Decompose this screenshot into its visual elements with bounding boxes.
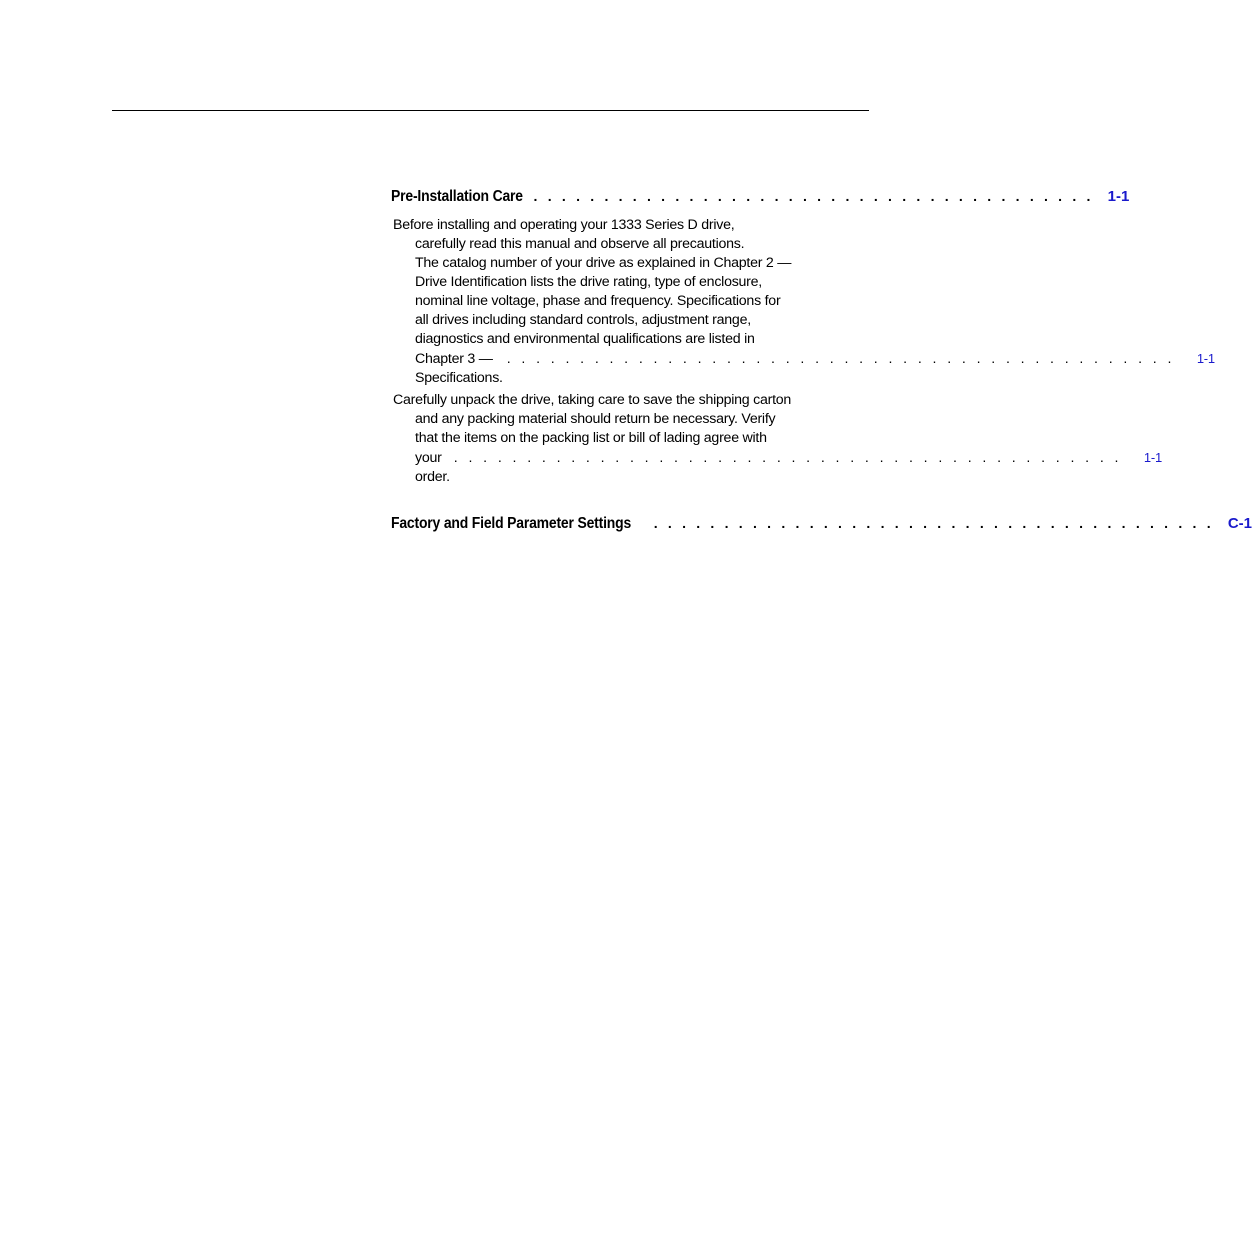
entry-line: all drives including standard controls, adjustment range, (415, 312, 751, 328)
table-of-contents (391, 188, 1252, 533)
toc-entry[interactable] (391, 216, 1215, 388)
entry-line: Drive Identification lists the drive rating, type of enclosure, (415, 274, 762, 290)
toc-section-pre-installation[interactable] (391, 188, 1130, 206)
dot-leader: . . . . . . . . . . . . . . . . . . . . . . . . . . . . . . . . . . . . . . . . . . . . . . (506, 351, 1175, 367)
entry-line: that the items on the packing list or bill of lading agree with (415, 430, 767, 446)
dot-leader: . . . . . . . . . . . . . . . . . . . . . . . . . . . . . . . . . . . . . . . . (653, 515, 1214, 531)
header-rule (112, 110, 869, 111)
toc-entry[interactable] (391, 391, 1162, 487)
section-page-link[interactable]: 1-1 (1107, 188, 1130, 205)
entry-line: your order. (415, 450, 450, 485)
entry-page-link[interactable]: 1-1 (1196, 351, 1215, 366)
section-title: Pre-Installation Care (391, 188, 523, 205)
entry-line: nominal line voltage, phase and frequency. Specifications for (415, 293, 781, 309)
dot-leader: . . . . . . . . . . . . . . . . . . . . . . . . . . . . . . . . . . . . . . . . (533, 188, 1094, 204)
dot-leader: . . . . . . . . . . . . . . . . . . . . . . . . . . . . . . . . . . . . . . . . . . . . . . (453, 450, 1122, 466)
toc-section-factory-settings[interactable] (391, 515, 1252, 533)
entry-line: Before installing and operating your 1333 Series D drive, (393, 217, 735, 233)
section-page-link[interactable]: C-1 (1227, 515, 1252, 532)
entry-line: The catalog number of your drive as explained in Chapter 2 — (415, 255, 792, 271)
entry-line: carefully read this manual and observe all precautions. (415, 236, 745, 252)
entry-line: diagnostics and environmental qualifications are listed in (415, 331, 755, 347)
entry-page-link[interactable]: 1-1 (1143, 450, 1162, 465)
entry-line: and any packing material should return be necessary. Verify (415, 411, 776, 427)
entry-last-line (391, 448, 1162, 487)
section-title: Factory and Field Parameter Settings (391, 515, 632, 532)
entry-line: Chapter 3 — Specifications. (415, 351, 503, 386)
entry-last-line (391, 349, 1215, 388)
entry-line: Carefully unpack the drive, taking care to save the shipping carton (393, 392, 792, 408)
